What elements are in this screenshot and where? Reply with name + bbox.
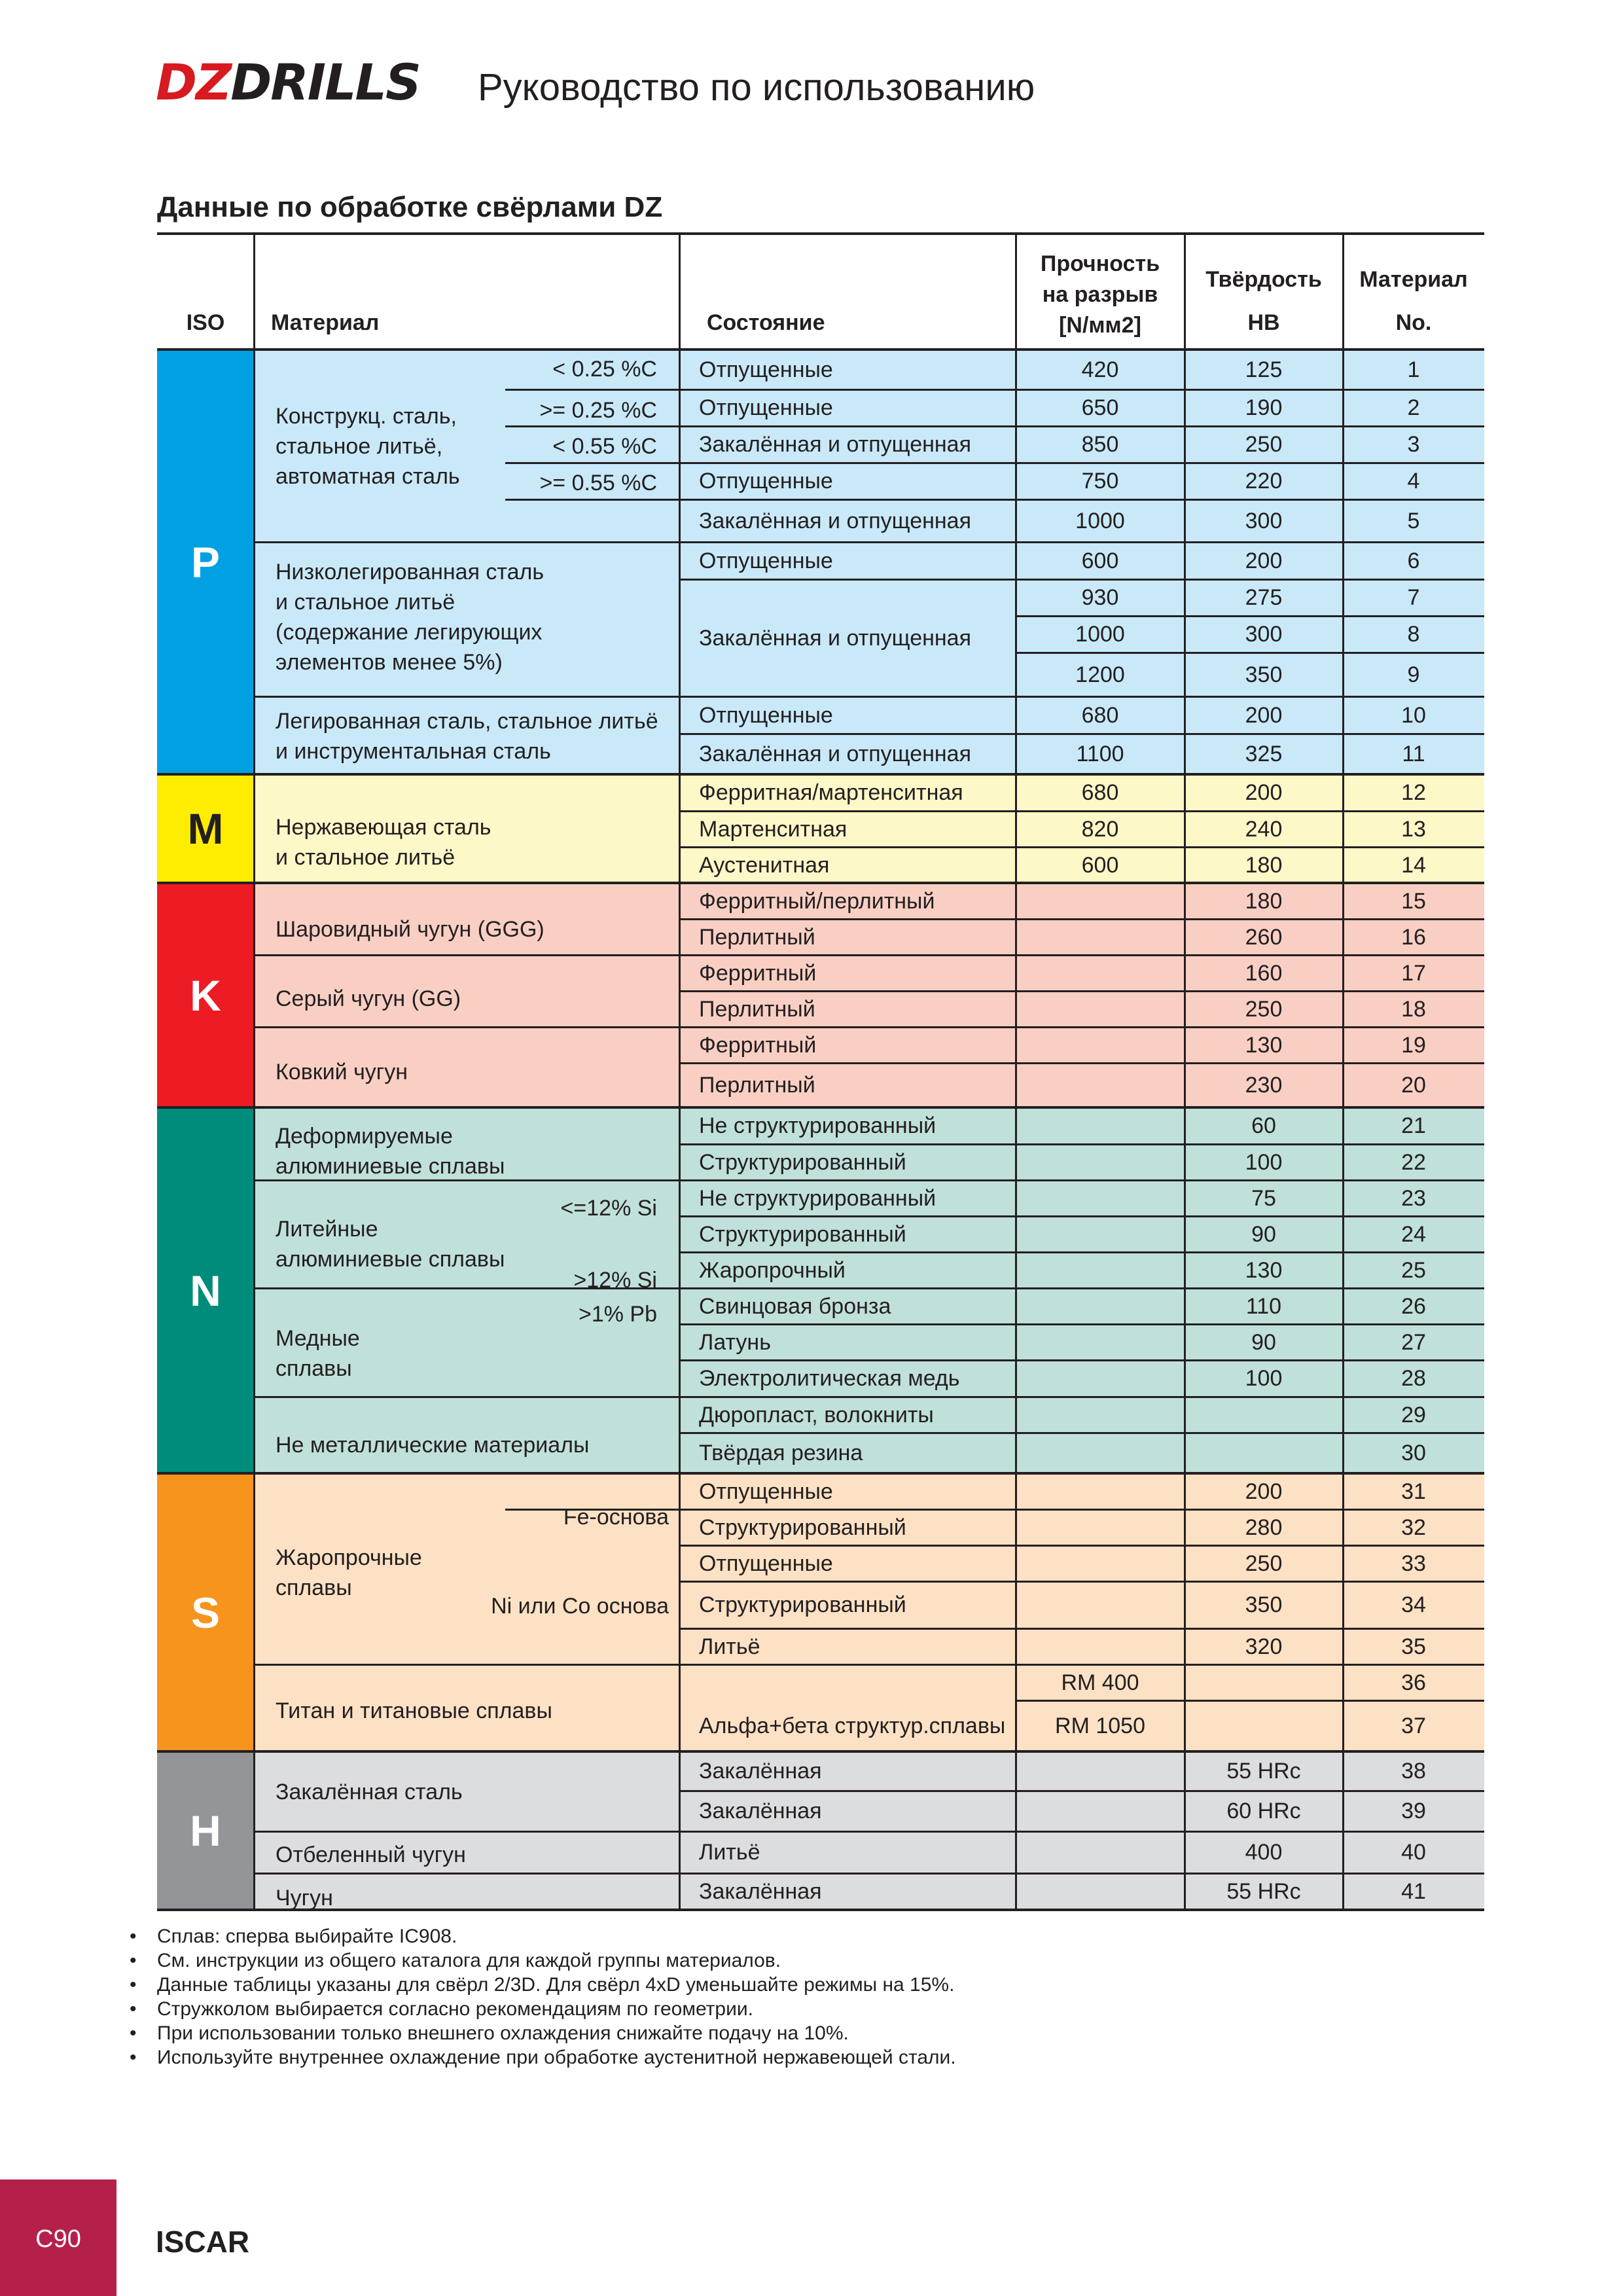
strength-cell: 850 [1081, 432, 1119, 457]
condition-cell: Закалённая и отпущенная [699, 432, 972, 457]
header-column-divider [679, 234, 681, 350]
material-separator [254, 1873, 679, 1874]
strength-cell: 420 [1081, 357, 1119, 382]
material-number-cell: 12 [1401, 780, 1426, 805]
condition-cell: Латунь [699, 1329, 771, 1355]
row-divider [679, 846, 1484, 848]
row-divider [679, 1179, 1484, 1181]
material-name: и инструментальная сталь [276, 739, 551, 764]
condition-cell: Структурированный [699, 1592, 906, 1617]
material-number-cell: 23 [1401, 1185, 1426, 1211]
condition-cell: Структурированный [699, 1221, 906, 1247]
condition-cell: Не структурированный [699, 1185, 936, 1211]
header-bottom-rule [157, 348, 1484, 351]
row-divider [1016, 1700, 1484, 1702]
material-separator [254, 1026, 679, 1028]
header-iso: ISO [186, 310, 225, 335]
strength-cell: RM 1050 [1055, 1713, 1145, 1738]
hardness-cell: 260 [1245, 924, 1283, 950]
row-divider [679, 954, 1484, 956]
group-separator [157, 1750, 1484, 1753]
material-number-cell: 34 [1401, 1592, 1426, 1617]
row-divider [679, 499, 1484, 501]
page-number: C90 [35, 2225, 81, 2253]
note-item: • При использовании только внешнего охлаждения снижайте подачу на 10%. [130, 2021, 956, 2045]
row-divider [679, 1873, 1484, 1874]
material-name: Литейные [276, 1217, 378, 1242]
material-number-cell: 35 [1401, 1634, 1426, 1659]
condition-cell: Дюропласт, волокниты [699, 1402, 934, 1427]
iso-group-letter: M [187, 804, 224, 853]
row-divider [679, 918, 1484, 920]
material-number-cell: 18 [1401, 996, 1426, 1022]
material-separator [254, 1396, 679, 1398]
material-name: (содержание легирующих [276, 620, 543, 645]
material-number-cell: 40 [1401, 1840, 1426, 1865]
dzdrills-logo [156, 53, 420, 111]
material-number-cell: 3 [1407, 432, 1420, 457]
material-number-cell: 25 [1401, 1257, 1426, 1283]
condition-cell: Отпущенные [699, 1479, 833, 1504]
sub-material-separator [505, 389, 679, 391]
logo-drills: DRILLS [230, 53, 420, 111]
row-divider [679, 462, 1484, 464]
iso-group-letter: S [190, 1588, 221, 1637]
row-divider [679, 1215, 1484, 1217]
hardness-cell: 100 [1245, 1366, 1283, 1391]
logo-dz: DZ [156, 53, 231, 111]
material-number-cell: 14 [1401, 852, 1426, 878]
material-name: Отбеленный чугун [276, 1842, 466, 1867]
condition-cell: Перлитный [699, 1073, 815, 1098]
hardness-cell: 130 [1245, 1032, 1283, 1058]
hardness-cell: 180 [1245, 852, 1283, 878]
hardness-cell: 350 [1245, 662, 1283, 687]
material-number-cell: 6 [1407, 548, 1420, 573]
hardness-cell: 125 [1245, 357, 1283, 382]
material-name: Легированная сталь, стальное литьё [276, 709, 658, 734]
material-number-cell: 4 [1407, 469, 1420, 493]
strength-cell: 680 [1081, 780, 1119, 805]
condition-cell: Закалённая [699, 1759, 822, 1784]
iso-column-divider [253, 350, 255, 1910]
note-item: • Сплав: сперва выбирайте IC908. [130, 1924, 956, 1948]
hardness-cell: 400 [1245, 1840, 1283, 1865]
header-condition: Состояние [707, 310, 825, 335]
material-name: Ковкий чугун [276, 1060, 408, 1085]
condition-cell: Структурированный [699, 1149, 906, 1175]
hardness-cell: 300 [1245, 508, 1283, 533]
material-name: Закалённая сталь [276, 1780, 463, 1804]
hardness-cell: 320 [1245, 1634, 1283, 1659]
material-number-cell: 26 [1401, 1293, 1426, 1319]
condition-cell: Литьё [699, 1634, 760, 1659]
header-column-divider [1015, 234, 1017, 350]
material-number-cell: 16 [1401, 924, 1426, 950]
material-name: Шаровидный чугун (GGG) [276, 917, 544, 942]
row-divider [1016, 615, 1484, 617]
material-number-cell: 21 [1401, 1113, 1426, 1138]
header-strength: на разрыв [1042, 282, 1158, 307]
row-divider [679, 1396, 1484, 1398]
material-name: Медные [276, 1326, 360, 1351]
row-divider [679, 1432, 1484, 1434]
row-divider [679, 990, 1484, 992]
material-separator [254, 696, 679, 698]
condition-cell: Отпущенные [699, 1551, 833, 1576]
hardness-cell: 55 HRc [1226, 1879, 1301, 1904]
hardness-cell: 240 [1245, 816, 1283, 842]
material-name: Конструкц. сталь, [276, 404, 457, 429]
material-name: Деформируемые [276, 1124, 453, 1149]
hardness-cell: 300 [1245, 622, 1283, 647]
strength-cell: 1000 [1075, 508, 1125, 533]
hardness-cell: 130 [1245, 1257, 1283, 1283]
material-separator [254, 541, 679, 543]
condition-cell: Мартенситная [699, 816, 847, 842]
hardness-cell: 180 [1245, 888, 1283, 914]
iso-group-letter: H [190, 1806, 221, 1855]
condition-cell: Ферритный [699, 960, 817, 986]
material-number-cell: 28 [1401, 1366, 1426, 1391]
notes-list [130, 1924, 956, 2070]
hardness-cell: 250 [1245, 1551, 1283, 1576]
material-number-cell: 8 [1407, 622, 1420, 647]
condition-cell: Отпущенные [699, 357, 833, 382]
material-subcondition: >1% Pb [578, 1302, 657, 1327]
row-divider [679, 1628, 1484, 1630]
strength-cell: 1200 [1075, 662, 1125, 687]
material-subcondition: >= 0.25 %C [539, 398, 657, 423]
material-subcondition: <=12% Si [560, 1196, 657, 1221]
condition-cell: Структурированный [699, 1515, 906, 1540]
material-number-cell: 9 [1407, 662, 1420, 687]
row-divider [679, 1664, 1484, 1666]
hardness-cell: 220 [1245, 469, 1283, 493]
note-item: • Данные таблицы указаны для свёрл 2/3D. Для свёрл 4xD уменьшайте режимы на 15%. [130, 1973, 956, 1997]
group-separator [157, 1106, 1484, 1109]
hardness-cell: 55 HRc [1226, 1759, 1301, 1784]
condition-cell: Ферритная/мартенситная [699, 780, 963, 805]
condition-cell: Закалённая и отпущенная [699, 508, 972, 533]
material-number-cell: 33 [1401, 1551, 1426, 1576]
material-number-cell: 22 [1401, 1149, 1426, 1175]
material-name: и стальное литьё [276, 590, 455, 615]
hardness-cell: 75 [1251, 1185, 1276, 1211]
hardness-cell: 60 [1251, 1113, 1276, 1138]
header-hardness: Твёрдость [1205, 267, 1322, 292]
footer-brand: ISCAR [156, 2225, 250, 2259]
material-number-cell: 29 [1401, 1402, 1426, 1427]
row-divider [679, 733, 1484, 735]
material-separator [254, 1831, 679, 1833]
hardness-cell: 325 [1245, 742, 1283, 766]
iso-group-letter: N [190, 1266, 221, 1315]
material-subcondition: >= 0.55 %C [539, 471, 657, 495]
strength-cell: 1000 [1075, 622, 1125, 647]
strength-cell: 600 [1081, 852, 1119, 878]
material-subcondition: Ni или Co основа [491, 1594, 669, 1619]
material-number-cell: 15 [1401, 888, 1426, 914]
row-divider [679, 1287, 1484, 1289]
condition-cell: Электролитическая медь [699, 1366, 960, 1391]
material-name: Чугун [276, 1886, 333, 1910]
material-number-cell: 30 [1401, 1441, 1426, 1465]
hardness-cell: 200 [1245, 702, 1283, 728]
header-strength: [N/мм2] [1059, 313, 1141, 338]
condition-cell: Закалённая [699, 1879, 822, 1904]
material-subcondition: Fe-основа [563, 1505, 669, 1530]
condition-cell: Отпущенные [699, 548, 833, 573]
row-divider [1016, 652, 1484, 654]
header-strength: Прочность [1040, 251, 1160, 276]
row-divider [679, 1790, 1484, 1792]
material-number-cell: 11 [1402, 742, 1425, 766]
header-material: Материал [271, 310, 380, 335]
material-name: алюминиевые сплавы [276, 1154, 505, 1179]
material-number-cell: 37 [1401, 1713, 1426, 1738]
condition-cell: Ферритный [699, 1032, 817, 1058]
row-divider [679, 696, 1484, 698]
material-number-cell: 36 [1401, 1670, 1426, 1695]
material-name: алюминиевые сплавы [276, 1247, 505, 1272]
condition-cell: Перлитный [699, 996, 815, 1022]
material-number-cell: 41 [1401, 1879, 1426, 1904]
hardness-cell: 110 [1245, 1293, 1282, 1319]
material-name: и стальное литьё [276, 845, 455, 870]
material-number-cell: 2 [1407, 395, 1420, 420]
strength-cell: 650 [1081, 395, 1119, 420]
row-divider [679, 1831, 1484, 1833]
row-divider [679, 1545, 1484, 1547]
material-name: Нержавеющая сталь [276, 815, 491, 840]
material-separator [254, 1664, 679, 1666]
table-bottom-rule [157, 1909, 1484, 1911]
hardness-cell: 190 [1245, 395, 1283, 420]
condition-cell: Альфа+бета структур.сплавы [699, 1713, 1006, 1738]
condition-cell: Закалённая и отпущенная [699, 742, 972, 766]
material-number-cell: 27 [1401, 1329, 1426, 1355]
section-title: Данные по обработке свёрлами DZ [157, 191, 663, 223]
material-number-cell: 5 [1407, 508, 1420, 533]
iso-group-letter: P [190, 537, 221, 586]
header-column-divider [1342, 234, 1344, 350]
material-number-cell: 1 [1407, 357, 1420, 382]
condition-cell: Отпущенные [699, 469, 833, 493]
row-divider [679, 425, 1484, 427]
material-name: Жаропрочные [276, 1545, 422, 1570]
note-item: • Используйте внутреннее охлаждение при обработке аустенитной нержавеющей стали. [130, 2045, 956, 2070]
condition-cell: Свинцовая бронза [699, 1293, 891, 1319]
group-separator [157, 773, 1484, 776]
row-divider [679, 1143, 1484, 1145]
hardness-cell: 100 [1245, 1149, 1283, 1175]
material-number-cell: 39 [1401, 1799, 1426, 1823]
material-number-cell: 19 [1401, 1032, 1426, 1058]
material-number-cell: 32 [1401, 1515, 1426, 1540]
material-number-cell: 24 [1401, 1221, 1426, 1247]
condition-cell: Твёрдая резина [699, 1441, 863, 1465]
hardness-cell: 200 [1245, 548, 1283, 573]
material-number-cell: 17 [1401, 960, 1426, 986]
hardness-cell: 160 [1245, 960, 1283, 986]
strength-cell: 1100 [1076, 742, 1124, 766]
condition-cell: Жаропрочный [699, 1257, 846, 1283]
hardness-cell: 200 [1245, 1479, 1283, 1504]
iso-group-letter: K [190, 971, 221, 1020]
material-name: сплавы [276, 1575, 352, 1600]
note-item: • См. инструкции из общего каталога для каждой группы материалов. [130, 1948, 956, 1973]
hardness-cell: 90 [1251, 1221, 1276, 1247]
strength-cell: 680 [1081, 702, 1119, 728]
condition-cell: Закалённая [699, 1799, 822, 1823]
hardness-cell: 60 HRc [1226, 1799, 1301, 1823]
condition-cell: Отпущенные [699, 702, 833, 728]
hardness-cell: 275 [1245, 585, 1283, 610]
row-divider [679, 1062, 1484, 1064]
row-divider [679, 1026, 1484, 1028]
material-name: сплавы [276, 1356, 352, 1381]
material-name: Низколегированная сталь [276, 560, 544, 584]
material-number-cell: 38 [1401, 1759, 1426, 1784]
material-name: элементов менее 5%) [276, 650, 503, 675]
table-top-rule [157, 232, 1484, 235]
strength-cell: 600 [1081, 548, 1119, 573]
material-number-cell: 31 [1401, 1479, 1426, 1504]
condition-cell: Не структурированный [699, 1113, 936, 1138]
row-divider [679, 1581, 1484, 1583]
material-number-cell: 7 [1407, 585, 1420, 610]
condition-cell: Литьё [699, 1840, 760, 1865]
material-subcondition: < 0.25 %C [552, 357, 657, 382]
condition-cell: Перлитный [699, 924, 815, 950]
strength-cell: RM 400 [1061, 1670, 1139, 1695]
material-name: Серый чугун (GG) [276, 986, 461, 1011]
group-separator [157, 1472, 1484, 1475]
condition-cell: Аустенитная [699, 852, 830, 878]
row-divider [679, 541, 1484, 543]
hardness-cell: 250 [1245, 996, 1283, 1022]
strength-cell: 820 [1081, 816, 1119, 842]
hardness-cell: 250 [1245, 432, 1283, 457]
page-header-title: Руководство по использованию [478, 66, 1035, 109]
material-name: стальное литьё, [276, 434, 443, 459]
material-number-cell: 10 [1401, 702, 1426, 728]
strength-cell: 750 [1081, 469, 1119, 493]
material-separator [254, 954, 679, 956]
hardness-cell: 90 [1251, 1329, 1276, 1355]
material-column-divider [679, 350, 681, 1910]
header-column-divider [253, 234, 255, 350]
header-matno: Материал [1359, 267, 1468, 292]
header-matno: No. [1395, 310, 1432, 335]
header-hardness: HB [1247, 310, 1280, 335]
header-column-divider [1184, 234, 1186, 350]
material-name: Не металлические материалы [276, 1433, 590, 1458]
condition-cell: Ферритный/перлитный [699, 888, 935, 914]
material-name: автоматная сталь [276, 464, 460, 489]
material-number-cell: 13 [1401, 816, 1426, 842]
row-divider [679, 810, 1484, 812]
row-divider [679, 1509, 1484, 1511]
condition-cell: Закалённая и отпущенная [699, 625, 972, 651]
row-divider [679, 389, 1484, 391]
hardness-cell: 280 [1245, 1515, 1283, 1540]
hardness-cell: 230 [1245, 1073, 1283, 1098]
material-subcondition: < 0.55 %C [552, 434, 657, 459]
group-separator [157, 882, 1484, 884]
row-divider [679, 1359, 1484, 1361]
strength-cell: 930 [1081, 585, 1119, 610]
row-divider [679, 1251, 1484, 1253]
note-item: • Стружколом выбирается согласно рекомендациям по геометрии. [130, 1997, 956, 2021]
condition-cell: Отпущенные [699, 395, 833, 420]
material-number-cell: 20 [1401, 1073, 1426, 1098]
material-subcondition: >12% Si [573, 1268, 657, 1293]
hardness-cell: 350 [1245, 1592, 1283, 1617]
row-divider [679, 579, 1484, 581]
hardness-cell: 200 [1245, 780, 1283, 805]
row-divider [679, 1323, 1484, 1325]
material-name: Титан и титановые сплавы [276, 1698, 552, 1723]
